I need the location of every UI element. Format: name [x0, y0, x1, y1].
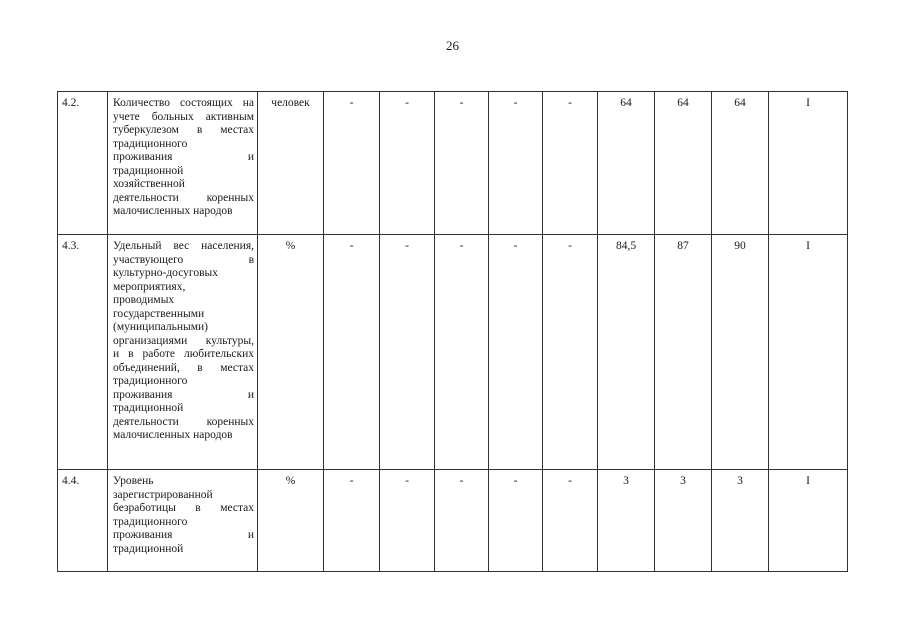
value-cell: -: [489, 470, 543, 572]
value-cell: -: [543, 470, 598, 572]
value-cell: -: [543, 235, 598, 470]
table-row: [58, 92, 848, 235]
value-cell: 64: [712, 92, 769, 235]
indicator-name-line: организациями культуры,: [113, 334, 254, 347]
value-cell: -: [489, 235, 543, 470]
page-number: 26: [446, 38, 459, 53]
indicator-name-line: деятельности коренных: [113, 415, 254, 428]
indicator-name-line: малочисленных народов: [113, 205, 233, 217]
indicator-name-line: хозяйственной: [113, 178, 185, 190]
indicator-name-line: традиционного: [113, 137, 188, 150]
indicator-name-line: культурно-досуговых: [113, 267, 218, 279]
indicator-name-line: зарегистрированной: [113, 488, 213, 501]
table-row: [58, 470, 848, 572]
indicator-name-line: традиционной: [113, 402, 184, 414]
indicator-name-line: участвующего в: [113, 253, 254, 266]
value-cell: I: [769, 470, 848, 572]
value-cell: -: [435, 235, 489, 470]
indicator-name-line: традиционного: [113, 375, 188, 387]
indicator-name-line: (муниципальными): [113, 321, 208, 333]
value-cell: 3: [712, 470, 769, 572]
value-cell: 3: [655, 470, 712, 572]
value-cell: -: [324, 470, 380, 572]
indicator-name-line: деятельности коренных: [113, 191, 254, 204]
indicator-name-line: проживания и: [113, 151, 254, 163]
value-cell: -: [543, 92, 598, 235]
indicator-name-line: проживания и: [113, 529, 254, 541]
indicator-name-line: проживания и: [113, 388, 254, 401]
indicator-name-line: традиционного: [113, 515, 188, 528]
indicator-name-line: традиционной: [113, 542, 184, 555]
value-cell: 64: [598, 92, 655, 235]
value-cell: I: [769, 92, 848, 235]
value-cell: -: [324, 235, 380, 470]
value-cell: I: [769, 235, 848, 470]
indicator-name-line: безработицы в местах: [113, 502, 254, 514]
value-cell: 90: [712, 235, 769, 470]
value-cell: 64: [655, 92, 712, 235]
value-cell: -: [380, 235, 435, 470]
indicator-name-line: традиционной: [113, 164, 184, 177]
indicator-name: [108, 235, 258, 470]
unit-cell: человек: [258, 92, 324, 235]
indicator-name-line: Удельный вес населения,: [113, 240, 254, 252]
value-cell: -: [435, 92, 489, 235]
row-number: 4.4.: [58, 470, 108, 572]
value-cell: -: [324, 92, 380, 235]
value-cell: 84,5: [598, 235, 655, 470]
row-number: 4.2.: [58, 92, 108, 235]
table-row: [58, 235, 848, 470]
value-cell: 87: [655, 235, 712, 470]
indicator-name-line: Уровень: [113, 475, 154, 487]
indicator-name: [108, 470, 258, 572]
unit-cell: %: [258, 235, 324, 470]
value-cell: -: [489, 92, 543, 235]
indicator-name-line: туберкулезом в местах: [113, 124, 254, 136]
indicators-table: [57, 91, 848, 572]
indicator-name-line: малочисленных народов: [113, 429, 233, 441]
row-number: 4.3.: [58, 235, 108, 470]
indicator-name-line: объединений, в местах: [113, 361, 254, 374]
value-cell: -: [435, 470, 489, 572]
indicator-name-line: проводимых: [113, 294, 175, 306]
unit-cell: %: [258, 470, 324, 572]
indicator-name: [108, 92, 258, 235]
indicator-name-line: мероприятиях,: [113, 280, 186, 293]
indicator-name-line: государственными: [113, 307, 205, 320]
indicator-name-line: Количество состоящих на: [113, 97, 254, 109]
indicator-name-line: и в работе любительских: [113, 348, 254, 360]
value-cell: -: [380, 92, 435, 235]
value-cell: -: [380, 470, 435, 572]
indicator-name-line: учете больных активным: [113, 110, 254, 123]
value-cell: 3: [598, 470, 655, 572]
